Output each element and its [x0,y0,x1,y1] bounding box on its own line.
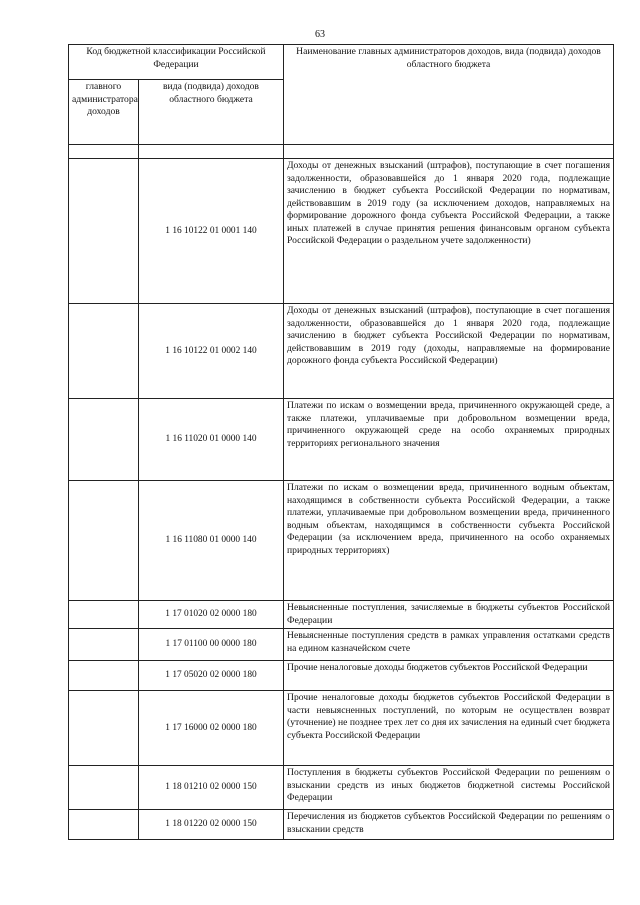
table-row [69,629,614,661]
spacer-row [69,145,614,159]
code-cell: 1 17 05020 02 0000 180 [139,661,284,691]
table-row [69,159,614,304]
admin-cell [69,691,139,766]
code-cell: 1 16 11020 01 0000 140 [139,399,284,481]
code-cell: 1 16 11080 01 0000 140 [139,481,284,601]
admin-cell [69,766,139,810]
name-cell: Доходы от денежных взысканий (штрафов), поступающие в счет погашения задолженности, образовавшейся до 1 января 2020 года, подлежащие зачислению в бюджет субъекта Российской Федерации по нормативам, действовавшим в 2019 году (доходы, направляемые на формирование дорожного фонда субъекта Российской Федерации) [284,304,614,399]
name-cell: Доходы от денежных взысканий (штрафов), поступающие в счет погашения задолженности, образовавшейся до 1 января 2020 года, подлежащие зачислению в бюджет субъекта Российской Федерации по нормативам, действовавшим в 2019 году (за исключением доходов, направляемых на формирование дорожного фонда субъекта Российской Федерации, а также иных платежей в случае принятия решения финансовым органом субъекта Российской Федерации о раздельном учете задолженности) [284,159,614,304]
name-cell: Перечисления из бюджетов субъектов Российской Федерации по решениям о взыскании средств [284,810,614,840]
admin-cell [69,159,139,304]
admin-cell [69,601,139,629]
table-row [69,766,614,810]
header-type-column: вида (подвида) доходов областного бюджета [139,80,284,145]
admin-cell [69,304,139,399]
code-cell: 1 16 10122 01 0001 140 [139,159,284,304]
table-row [69,304,614,399]
name-cell: Невыясненные поступления, зачисляемые в бюджеты субъектов Российской Федерации [284,601,614,629]
table-row [69,399,614,481]
table-row [69,691,614,766]
admin-cell [69,661,139,691]
name-cell: Прочие неналоговые доходы бюджетов субъектов Российской Федерации в части невыясненных поступлений, по которым не осуществлен возврат (уточнение) не позднее трех лет со дня их зачисления на единый счет бюджета субъекта Российской Федерации [284,691,614,766]
code-cell: 1 17 01100 00 0000 180 [139,629,284,661]
budget-classification-table [68,44,614,840]
table-row [69,661,614,691]
code-cell: 1 17 16000 02 0000 180 [139,691,284,766]
name-cell: Невыясненные поступления средств в рамках управления остатками средств на едином казначейском счете [284,629,614,661]
code-cell: 1 18 01210 02 0000 150 [139,766,284,810]
admin-cell [69,399,139,481]
code-cell: 1 16 10122 01 0002 140 [139,304,284,399]
table-row [69,810,614,840]
header-name-column: Наименование главных администраторов доходов, вида (подвида) доходов областного бюджета [284,45,614,145]
code-cell: 1 18 01220 02 0000 150 [139,810,284,840]
header-code-group: Код бюджетной классификации Российской Федерации [69,45,284,80]
admin-cell [69,629,139,661]
admin-cell [69,810,139,840]
table-row [69,601,614,629]
code-cell: 1 17 01020 02 0000 180 [139,601,284,629]
name-cell: Прочие неналоговые доходы бюджетов субъектов Российской Федерации [284,661,614,691]
admin-cell [69,481,139,601]
header-row-1 [69,45,614,80]
table-row [69,481,614,601]
name-cell: Платежи по искам о возмещении вреда, причиненного водным объектам, находящимся в собственности субъекта Российской Федерации, а также платежи, уплачиваемые при добровольном возмещении вреда, причиненного водным объектам, находящимся в собственности субъекта Российской Федерации (за исключением вреда, причиненного на особо охраняемых природных территориях) [284,481,614,601]
page-number: 63 [315,29,325,40]
name-cell: Поступления в бюджеты субъектов Российской Федерации по решениям о взыскании средств из иных бюджетов бюджетной системы Российской Федерации [284,766,614,810]
name-cell: Платежи по искам о возмещении вреда, причиненного окружающей среде, а также платежи, уплачиваемые при добровольном возмещении вреда, причиненного окружающей среде на особо охраняемых природных территориях регионального значения [284,399,614,481]
header-admin-column: главного администратора доходов [69,80,139,145]
